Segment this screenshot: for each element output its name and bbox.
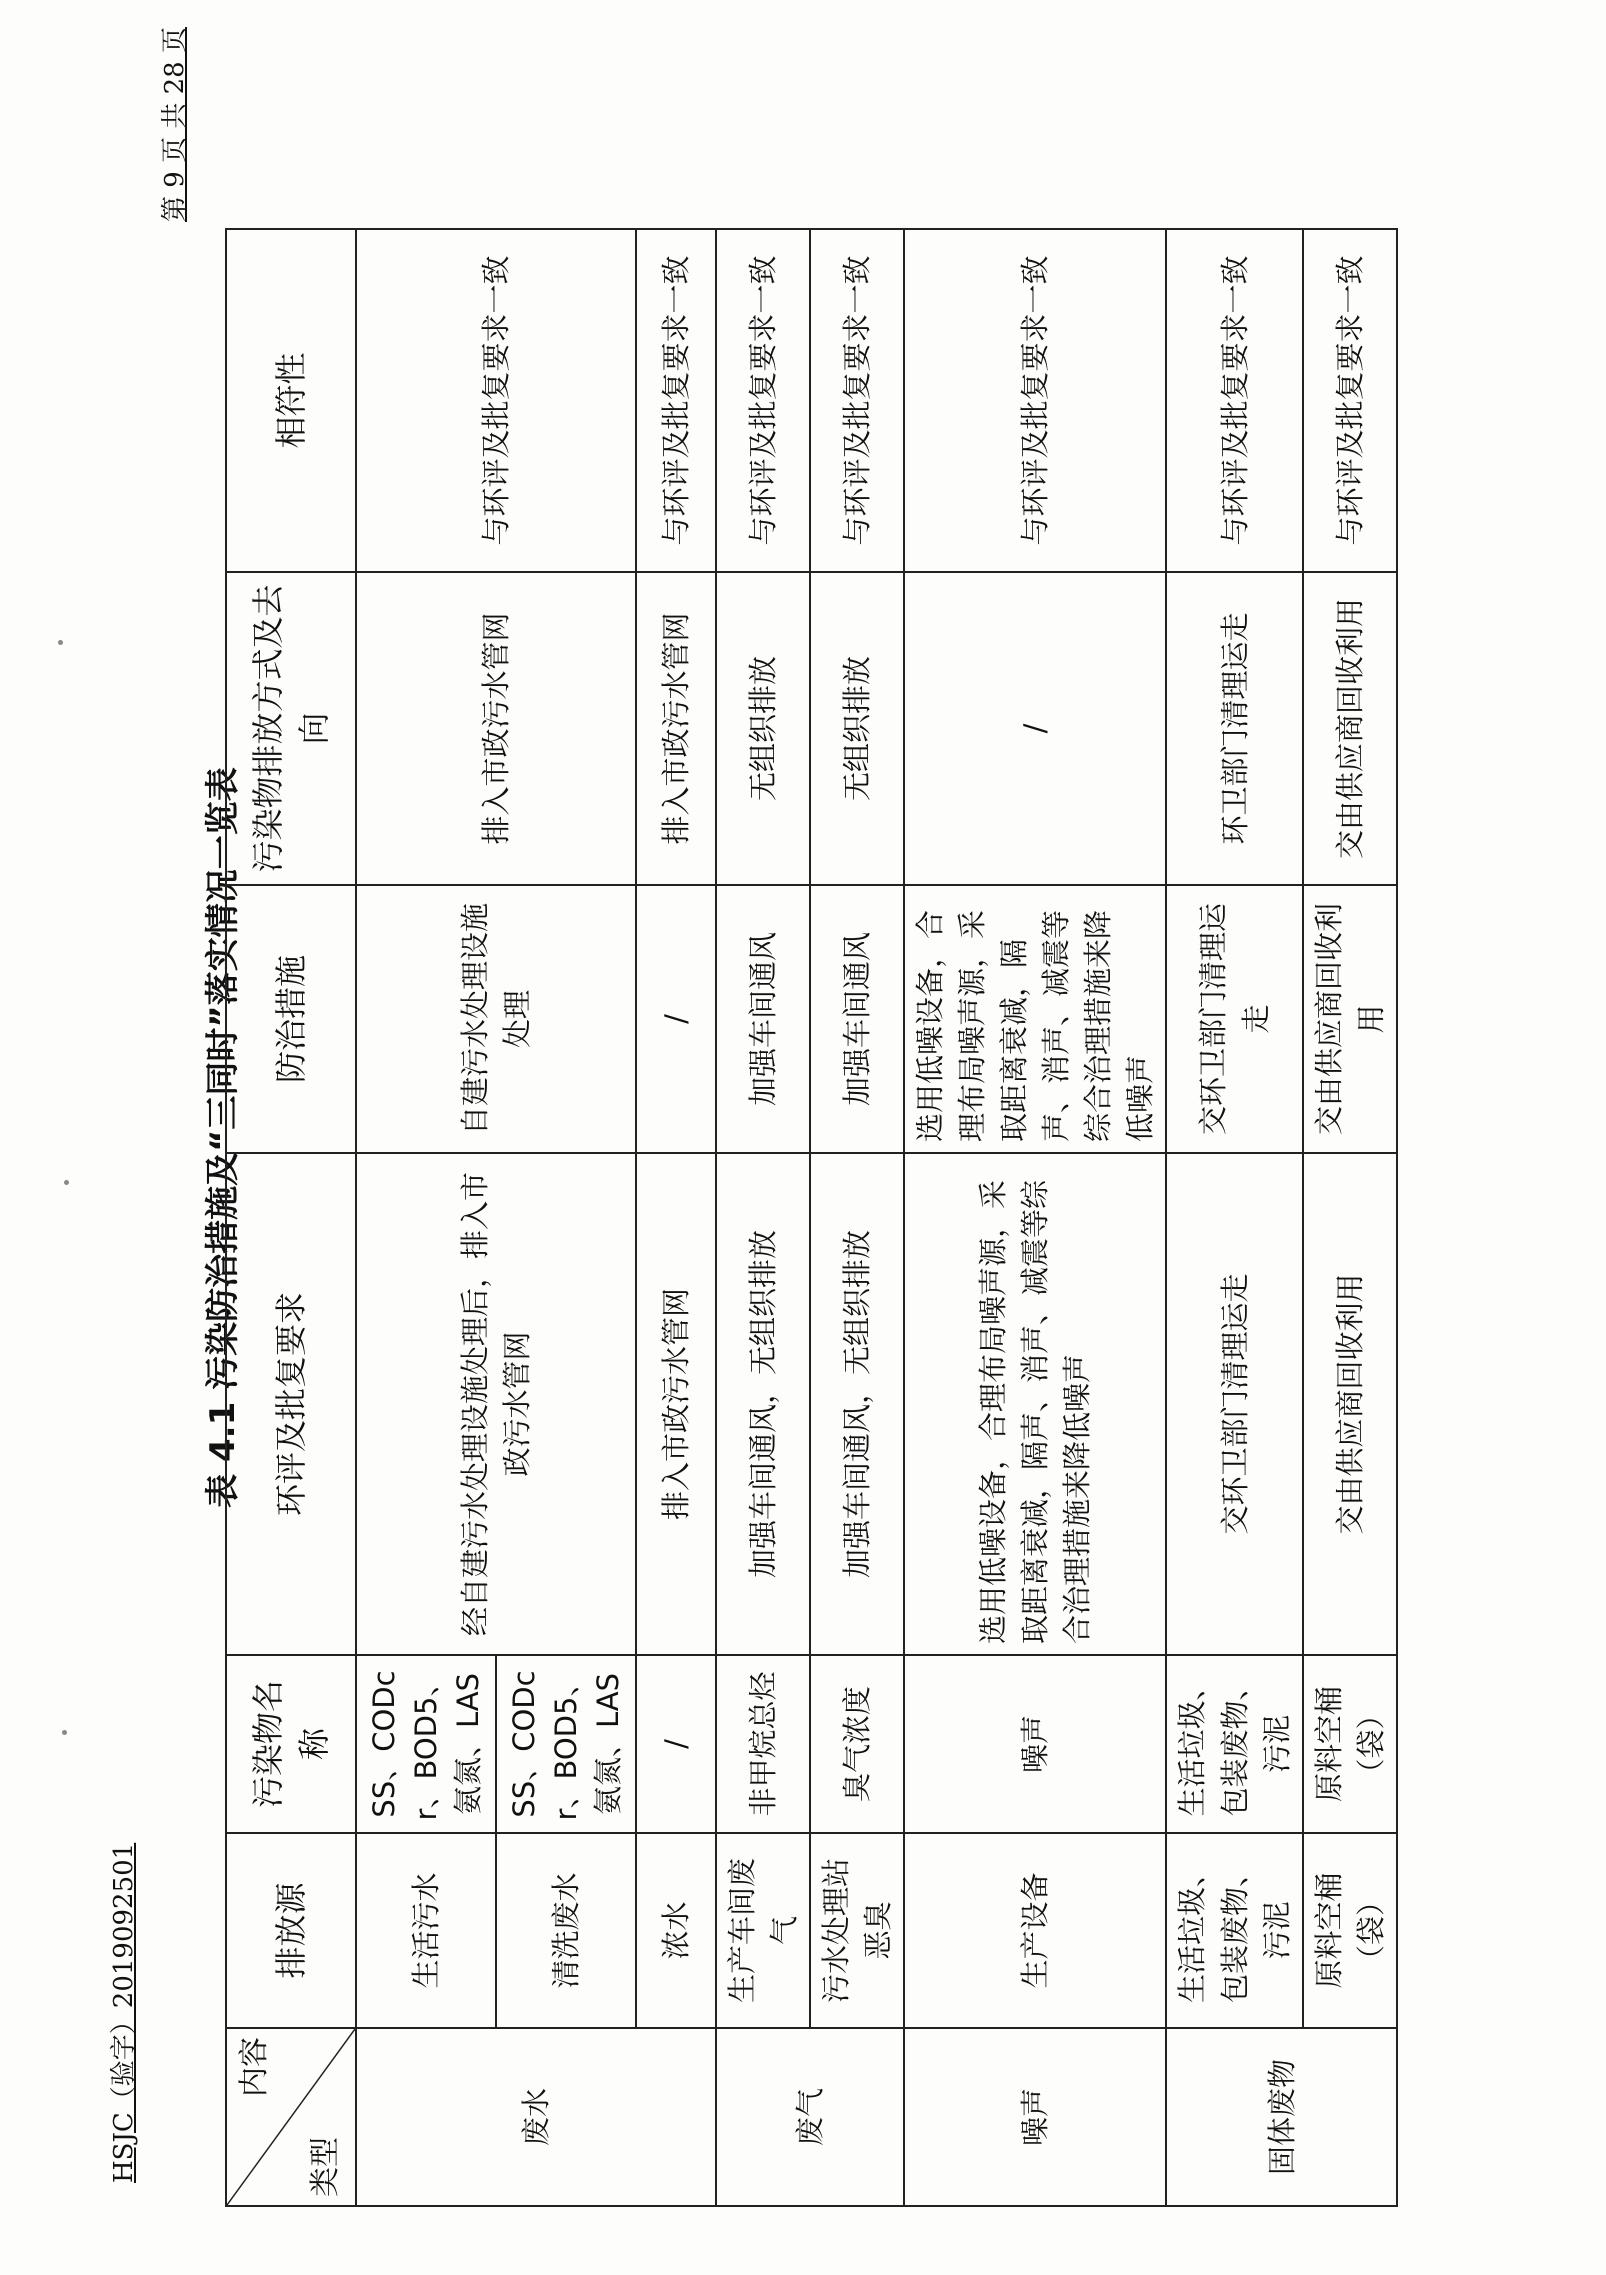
table-row	[356, 229, 496, 2206]
source-cell: 生活垃圾、包装废物、污泥	[1166, 1833, 1302, 2028]
source-cell: 生产车间废气	[716, 1833, 810, 2028]
column-header: 相符性	[226, 229, 356, 572]
conformity-cell: 与环评及批复要求一致	[716, 229, 810, 572]
category-cell: 废水	[356, 2028, 716, 2206]
source-cell: 生产设备	[904, 1833, 1166, 2028]
discharge-cell: /	[904, 572, 1166, 885]
measure-cell: 加强车间通风	[810, 885, 904, 1153]
table-row	[716, 229, 810, 2206]
discharge-cell: 交由供应商回收利用	[1303, 572, 1397, 885]
header-row	[226, 229, 356, 2206]
pollutant-cell: SS、CODcr、BOD5、氨氮、LAS	[496, 1655, 636, 1833]
scan-speck	[62, 1730, 67, 1735]
source-cell: 生活污水	[356, 1833, 496, 2028]
conformity-cell: 与环评及批复要求一致	[810, 229, 904, 572]
column-header: 防治措施	[226, 885, 356, 1153]
pollutant-cell: 生活垃圾、包装废物、污泥	[1166, 1655, 1302, 1833]
conformity-cell: 与环评及批复要求一致	[1166, 229, 1302, 572]
pollutant-cell: /	[636, 1655, 716, 1833]
discharge-cell: 环卫部门清理运走	[1166, 572, 1302, 885]
category-cell: 噪声	[904, 2028, 1166, 2206]
requirement-cell: 交由供应商回收利用	[1303, 1153, 1397, 1655]
category-cell: 废气	[716, 2028, 904, 2206]
scan-speck	[58, 640, 63, 645]
discharge-cell: 无组织排放	[810, 572, 904, 885]
requirement-cell: 加强车间通风，无组织排放	[716, 1153, 810, 1655]
discharge-cell: 排入市政污水管网	[636, 572, 716, 885]
pollutant-cell: 噪声	[904, 1655, 1166, 1833]
source-cell: 浓水	[636, 1833, 716, 2028]
column-header: 污染物名称	[226, 1655, 356, 1833]
discharge-cell: 排入市政污水管网	[356, 572, 636, 885]
column-header: 环评及批复要求	[226, 1153, 356, 1655]
measure-cell: 加强车间通风	[716, 885, 810, 1153]
measure-cell: /	[636, 885, 716, 1153]
table-row	[1303, 229, 1397, 2206]
requirement-cell: 加强车间通风，无组织排放	[810, 1153, 904, 1655]
column-header: 污染物排放方式及去向	[226, 572, 356, 885]
requirement-cell: 排入市政污水管网	[636, 1153, 716, 1655]
discharge-cell: 无组织排放	[716, 572, 810, 885]
requirement-cell: 交环卫部门清理运走	[1166, 1153, 1302, 1655]
pollutant-cell: SS、CODcr、BOD5、氨氮、LAS	[356, 1655, 496, 1833]
table-row	[904, 229, 1166, 2206]
table-row	[810, 229, 904, 2206]
requirement-cell: 经自建污水处理设施处理后，排入市政污水管网	[356, 1153, 636, 1655]
scan-speck	[64, 1180, 69, 1185]
corner-top-label: 内容	[237, 2037, 272, 2097]
page-number: 第 9 页 共 28 页	[160, 27, 190, 222]
source-cell: 原料空桶（袋）	[1303, 1833, 1397, 2028]
measure-cell: 交由供应商回收利用	[1303, 885, 1397, 1153]
table-title: 表 4.1 污染防治措施及“三同时”落实情况一览表	[203, 767, 243, 1508]
pollutant-cell: 非甲烷总烃	[716, 1655, 810, 1833]
measure-cell: 自建污水处理设施处理	[356, 885, 636, 1153]
conformity-cell: 与环评及批复要求一致	[904, 229, 1166, 572]
conformity-cell: 与环评及批复要求一致	[636, 229, 716, 572]
requirement-cell: 选用低噪设备，合理布局噪声源，采取距离衰减，隔声、消声、减震等综合治理措施来降低噪声	[904, 1153, 1166, 1655]
measure-cell: 交环卫部门清理运走	[1166, 885, 1302, 1153]
report-code: HSJC（验字）2019092501	[109, 1842, 139, 2183]
column-header: 排放源	[226, 1833, 356, 2028]
category-cell: 固体废物	[1166, 2028, 1396, 2206]
corner-header-cell	[226, 2028, 356, 2206]
conformity-cell: 与环评及批复要求一致	[356, 229, 636, 572]
pollutant-cell: 原料空桶（袋）	[1303, 1655, 1397, 1833]
measure-cell: 选用低噪设备，合理布局噪声源，采取距离衰减，隔声、消声、减震等综合治理措施来降低噪声	[904, 885, 1166, 1153]
table-row	[1166, 229, 1302, 2206]
conformity-cell: 与环评及批复要求一致	[1303, 229, 1397, 572]
corner-bottom-label: 类型	[307, 2137, 343, 2197]
source-cell: 污水处理站恶臭	[810, 1833, 904, 2028]
pollution-control-table	[225, 228, 1398, 2207]
pollutant-cell: 臭气浓度	[810, 1655, 904, 1833]
source-cell: 清洗废水	[496, 1833, 636, 2028]
table-row	[636, 229, 716, 2206]
